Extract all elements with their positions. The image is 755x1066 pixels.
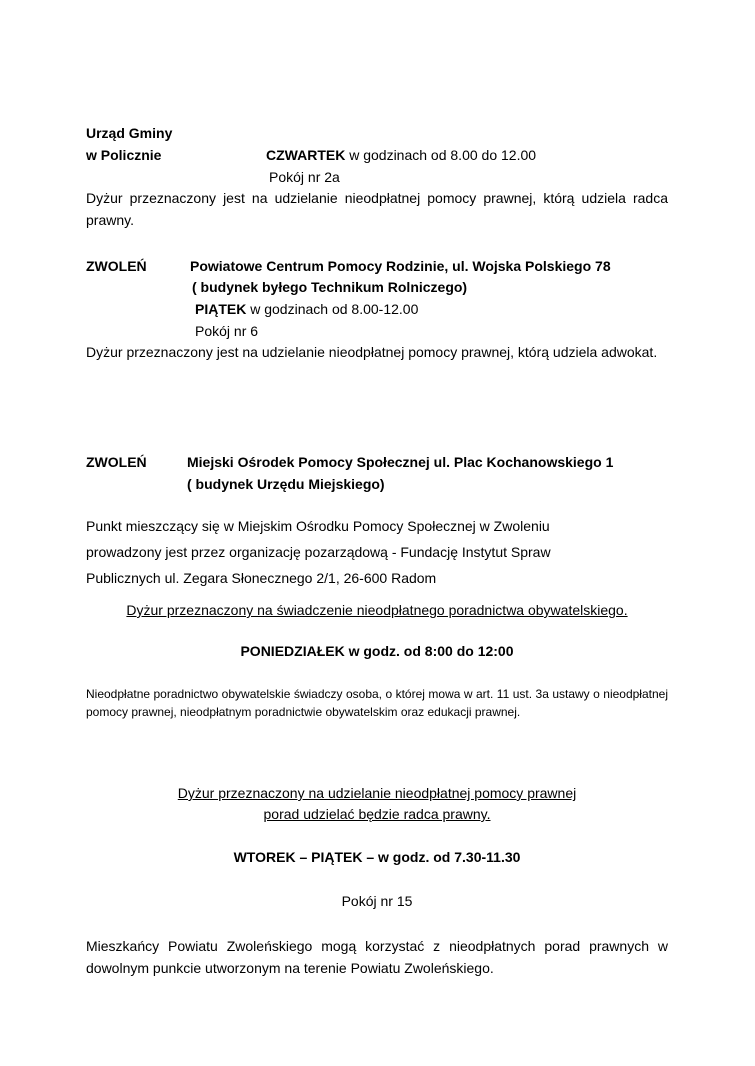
room-number: Pokój nr 15 — [341, 893, 413, 909]
legal-aid-hours: WTOREK – PIĄTEK – w godz. od 7.30-11.30 — [233, 849, 521, 865]
room-number: Pokój nr 2a — [269, 169, 340, 185]
city-name: ZWOLEŃ — [86, 258, 147, 274]
weekday: CZWARTEK — [266, 147, 346, 163]
place-name: Miejski Ośrodek Pomocy Społecznej ul. Plac Kochanowskiego 1 — [187, 454, 614, 470]
hours: w godzinach od 8.00 do 12.00 — [345, 147, 537, 163]
civic-advice-hours: PONIEDZIAŁEK w godz. od 8:00 do 12:00 — [240, 643, 514, 659]
hours: w godzinach od 8.00-12.00 — [246, 301, 419, 317]
civic-advice-note: Nieodpłatne poradnictwo obywatelskie świadczy osoba, o której mowa w art. 11 ust. 3a ustawy o nieodpłatnej pomocy prawnej, nieodpłatnym poradnictwie obywatelskim oraz edukacji prawnej. — [86, 687, 668, 719]
office-name-line1: Urząd Gminy — [86, 125, 173, 141]
info-paragraph-line: Publicznych ul. Zegara Słonecznego 2/1, 26-600 Radom — [86, 570, 437, 586]
schedule-line — [266, 145, 536, 165]
info-paragraph-line: Punkt mieszczący się w Miejskim Ośrodku Pomocy Społecznej w Zwoleniu — [86, 518, 550, 534]
legal-aid-heading-line2: porad udzielać będzie radca prawny. — [263, 806, 491, 822]
place-name: Powiatowe Centrum Pomocy Rodzinie, ul. Wojska Polskiego 78 — [190, 258, 611, 274]
info-paragraph-line: prowadzony jest przez organizację pozarządową - Fundację Instytut Spraw — [86, 544, 551, 560]
weekday: PIĄTEK — [195, 301, 247, 317]
county-notice: Mieszkańcy Powiatu Zwoleńskiego mogą korzystać z nieodpłatnych porad prawnych w dowolnym punkcie utworzonym na terenie Powiatu Zwoleńskiego. — [86, 938, 668, 976]
duty-description: Dyżur przeznaczony jest na udzielanie nieodpłatnej pomocy prawnej, którą udziela adwokat. — [86, 344, 658, 360]
building-note: ( budynek byłego Technikum Rolniczego) — [192, 279, 468, 295]
schedule-line — [195, 299, 418, 319]
office-name-line2: w Policznie — [86, 147, 162, 163]
city-name: ZWOLEŃ — [86, 454, 147, 470]
room-number: Pokój nr 6 — [195, 323, 259, 339]
civic-advice-heading: Dyżur przeznaczony na świadczenie nieodpłatnego poradnictwa obywatelskiego. — [126, 602, 628, 618]
building-note: ( budynek Urzędu Miejskiego) — [187, 476, 385, 492]
legal-aid-heading-line1: Dyżur przeznaczony na udzielanie nieodpłatnej pomocy prawnej — [177, 785, 577, 801]
duty-description: Dyżur przeznaczony jest na udzielanie nieodpłatnej pomocy prawnej, którą udziela radca prawny. — [86, 190, 668, 228]
